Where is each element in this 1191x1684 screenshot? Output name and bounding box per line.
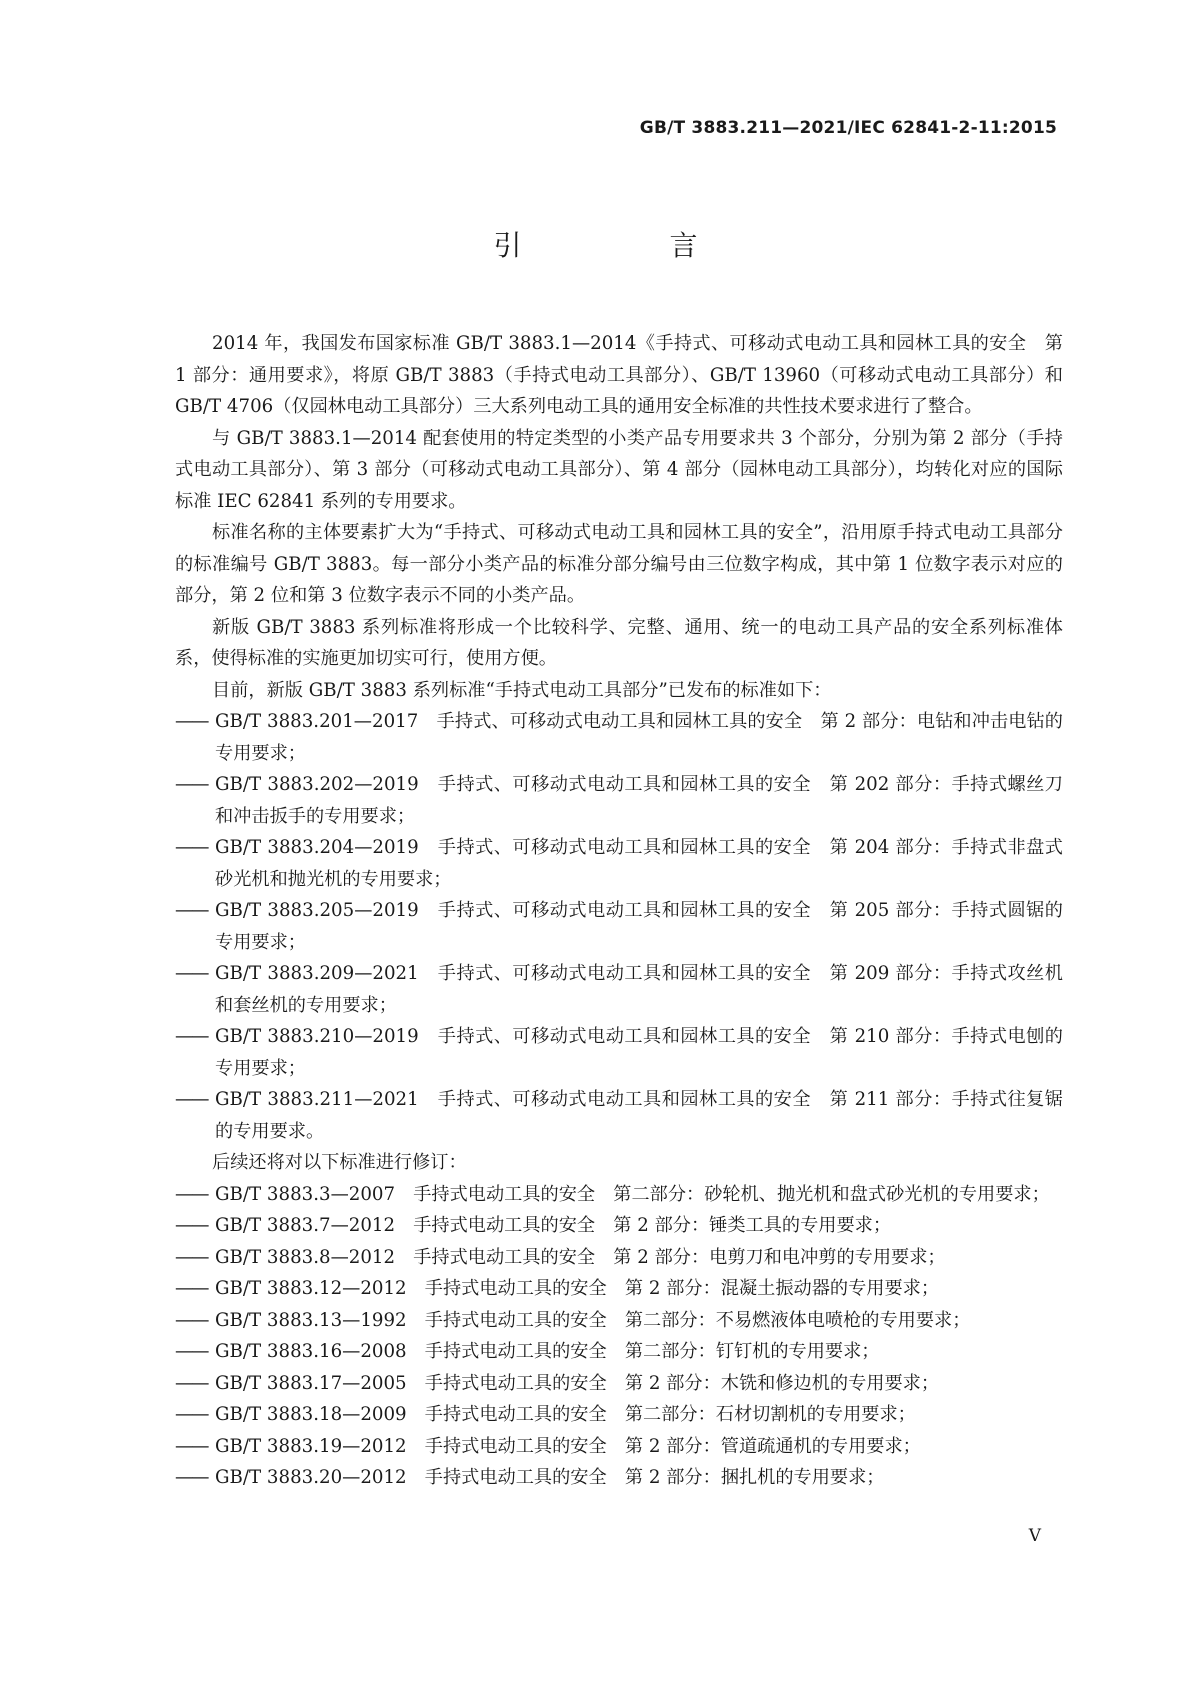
list-item-text: GB/T 3883.17—2005 手持式电动工具的安全 第 2 部分：木铣和修边机的专用要求；: [215, 1372, 940, 1394]
list-item: [175, 1242, 1063, 1274]
paragraph: 2014 年，我国发布国家标准 GB/T 3883.1—2014《手持式、可移动式电动工具和园林工具的安全 第 1 部分：通用要求》，将原 GB/T 3883（手持式电动工具部分）、GB/T 13960（可移动式电动工具部分）和 GB/T 4706（仅园林电动工具部分）三大系列电动工具的通用安全标准的共性技术要求进行了整合。: [175, 333, 1063, 417]
list-item-text: GB/T 3883.18—2009 手持式电动工具的安全 第二部分：石材切割机的专用要求；: [215, 1404, 916, 1425]
list-item-text: GB/T 3883.19—2012 手持式电动工具的安全 第 2 部分：管道疏通机的专用要求；: [215, 1435, 921, 1457]
list-dash: ——: [175, 963, 208, 984]
list-dash: ——: [175, 1089, 208, 1110]
list-dash: ——: [175, 1467, 208, 1488]
list-item-text: GB/T 3883.3—2007 手持式电动工具的安全 第二部分：砂轮机、抛光机和盘式砂光机的专用要求；: [215, 1183, 1050, 1205]
list-dash: ——: [175, 774, 208, 795]
list-item-text: GB/T 3883.8—2012 手持式电动工具的安全 第 2 部分：电剪刀和电冲剪的专用要求；: [215, 1246, 946, 1268]
paragraph: 标准名称的主体要素扩大为“手持式、可移动式电动工具和园林工具的安全”，沿用原手持式电动工具部分的标准编号 GB/T 3883。每一部分小类产品的标准分部分编号由三位数字构成，其中第 1 位数字表示对应的部分，第 2 位和第 3 位数字表示不同的小类产品。: [175, 522, 1063, 606]
list-item-text: GB/T 3883.211—2021 手持式、可移动式电动工具和园林工具的安全 第 211 部分：手持式往复锯的专用要求。: [215, 1089, 1063, 1142]
paragraph: 与 GB/T 3883.1—2014 配套使用的特定类型的小类产品专用要求共 3 个部分，分别为第 2 部分（手持式电动工具部分）、第 3 部分（可移动式电动工具部分）、第 4 部分（园林电动工具部分），均转化对应的国际标准 IEC 62841 系列的专用要求。: [175, 427, 1063, 512]
list-item: [175, 769, 1063, 832]
list-item: [175, 1431, 1063, 1463]
list-dash: ——: [175, 1435, 208, 1457]
list-dash: ——: [175, 900, 208, 921]
list-item: [175, 1336, 1063, 1368]
list-item: [175, 1399, 1063, 1431]
list-item: [175, 1084, 1063, 1147]
list-item-text: GB/T 3883.12—2012 手持式电动工具的安全 第 2 部分：混凝土振动器的专用要求；: [215, 1278, 940, 1299]
page-title: 引 言: [493, 229, 758, 262]
list-dash: ——: [175, 1309, 208, 1331]
standard-id-header: GB/T 3883.211—2021/IEC 62841-2-11:2015: [639, 118, 1057, 138]
list-dash: ——: [175, 1215, 208, 1236]
list-dash: ——: [175, 1026, 208, 1047]
list-item: [175, 958, 1063, 1021]
list-item: [175, 1021, 1063, 1084]
list-item-text: GB/T 3883.209—2021 手持式、可移动式电动工具和园林工具的安全 第 209 部分：手持式攻丝机和套丝机的专用要求；: [215, 963, 1063, 1016]
list-dash: ——: [175, 1341, 208, 1362]
list-dash: ——: [175, 711, 208, 732]
revision-standards-list: [175, 1179, 1063, 1494]
list-item-text: GB/T 3883.13—1992 手持式电动工具的安全 第二部分：不易燃液体电喷枪的专用要求；: [215, 1309, 971, 1331]
page-number: V: [1028, 1526, 1041, 1546]
list-dash: ——: [175, 1372, 208, 1394]
list-dash: ——: [175, 1183, 208, 1205]
list-item: [175, 1462, 1063, 1494]
list-item: [175, 1273, 1063, 1305]
paragraph: 新版 GB/T 3883 系列标准将形成一个比较科学、完整、通用、统一的电动工具产品的安全系列标准体系，使得标准的实施更加切实可行，使用方便。: [175, 616, 1063, 669]
list-item: [175, 895, 1063, 958]
list-item: [175, 1179, 1063, 1211]
list-dash: ——: [175, 1404, 208, 1425]
revision-list-intro: 后续还将对以下标准进行修订：: [212, 1152, 467, 1173]
list-dash: ——: [175, 1246, 208, 1268]
document-body: [175, 328, 1063, 1494]
list-item: [175, 1305, 1063, 1337]
list-item-text: GB/T 3883.204—2019 手持式、可移动式电动工具和园林工具的安全 第 204 部分：手持式非盘式砂光机和抛光机的专用要求；: [215, 837, 1063, 890]
list-item-text: GB/T 3883.201—2017 手持式、可移动式电动工具和园林工具的安全 第 2 部分：电钻和冲击电钻的专用要求；: [215, 711, 1063, 764]
list-item: [175, 706, 1063, 769]
list-item-text: GB/T 3883.205—2019 手持式、可移动式电动工具和园林工具的安全 第 205 部分：手持式圆锯的专用要求；: [215, 900, 1063, 953]
list-item: [175, 1368, 1063, 1400]
list-dash: ——: [175, 837, 208, 858]
list-item-text: GB/T 3883.7—2012 手持式电动工具的安全 第 2 部分：锤类工具的专用要求；: [215, 1215, 892, 1236]
published-standards-list: [175, 706, 1063, 1147]
published-list-intro: 目前，新版 GB/T 3883 系列标准“手持式电动工具部分”已发布的标准如下：: [212, 679, 832, 701]
list-item-text: GB/T 3883.20—2012 手持式电动工具的安全 第 2 部分：捆扎机的专用要求；: [215, 1467, 885, 1488]
list-item-text: GB/T 3883.16—2008 手持式电动工具的安全 第二部分：钉钉机的专用要求；: [215, 1341, 880, 1362]
list-item-text: GB/T 3883.202—2019 手持式、可移动式电动工具和园林工具的安全 第 202 部分：手持式螺丝刀和冲击扳手的专用要求；: [215, 774, 1063, 827]
list-item: [175, 1210, 1063, 1242]
list-dash: ——: [175, 1278, 208, 1299]
list-item-text: GB/T 3883.210—2019 手持式、可移动式电动工具和园林工具的安全 第 210 部分：手持式电刨的专用要求；: [215, 1026, 1063, 1079]
list-item: [175, 832, 1063, 895]
